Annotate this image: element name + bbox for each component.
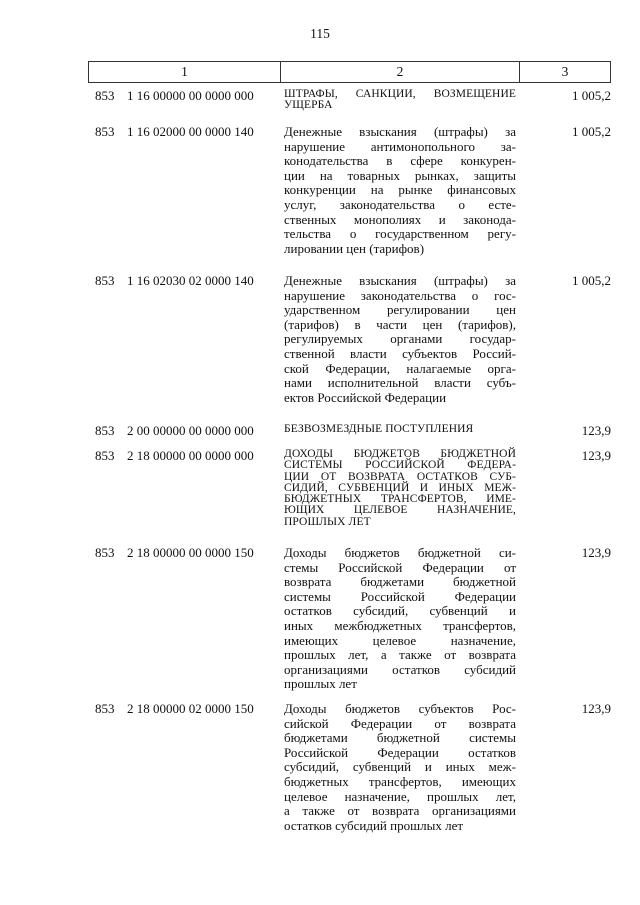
amount-value: 1 005,2 bbox=[572, 88, 611, 103]
administrator-code: 853 bbox=[95, 273, 115, 288]
classification-code: 2 18 00000 02 0000 150 bbox=[127, 701, 254, 716]
description-line: конодательства в сфере конкурен- bbox=[284, 153, 516, 169]
description-line: стемы Российской Федерации от bbox=[284, 559, 516, 575]
description-line: ственной власти субъектов Россий- bbox=[284, 345, 516, 361]
budget-code bbox=[95, 89, 254, 104]
description-line: Доходы бюджетов субъектов Рос- bbox=[284, 701, 516, 716]
classification-code: 1 16 00000 00 0000 000 bbox=[127, 88, 254, 103]
description-line: тельства о государственном регу- bbox=[284, 226, 516, 242]
classification-code: 2 00 00000 00 0000 000 bbox=[127, 423, 254, 438]
income-description bbox=[284, 274, 516, 405]
description-line: лировании цен (тарифов) bbox=[284, 240, 425, 256]
budget-code bbox=[95, 424, 254, 439]
income-description bbox=[284, 89, 516, 112]
description-line: нарушение антимонопольного за- bbox=[284, 138, 516, 154]
amount-value: 123,9 bbox=[581, 545, 611, 560]
description-line: ской Федерации, налагаемые орга- bbox=[284, 360, 516, 376]
page-number: 115 bbox=[310, 26, 330, 41]
description-line: Доходы бюджетов бюджетной си- bbox=[284, 545, 516, 560]
description-line: услуг, законодательства о есте- bbox=[284, 196, 516, 212]
administrator-code: 853 bbox=[95, 448, 115, 463]
description-line: (тарифов) в части цен (тарифов), bbox=[284, 316, 516, 332]
description-line: Денежные взыскания (штрафы) за bbox=[284, 273, 516, 288]
description-line: ектов Российской Федерации bbox=[284, 389, 447, 405]
amount-value: 123,9 bbox=[581, 423, 611, 438]
classification-code: 2 18 00000 00 0000 150 bbox=[127, 545, 254, 560]
description-line: УЩЕРБА bbox=[284, 99, 333, 112]
budget-code bbox=[95, 274, 254, 289]
description-line: ШТРАФЫ, САНКЦИИ, ВОЗМЕЩЕНИЕ bbox=[284, 88, 516, 100]
description-line: организациями остатков субсидий bbox=[284, 661, 516, 677]
description-line: нарушение законодательства о гос- bbox=[284, 287, 516, 303]
description-line: а также от возврата организациями bbox=[284, 803, 516, 819]
amount-value: 1 005,2 bbox=[572, 124, 611, 139]
classification-code: 1 16 02000 00 0000 140 bbox=[127, 124, 254, 139]
income-description bbox=[284, 449, 516, 528]
description-line: ДОХОДЫ БЮДЖЕТОВ БЮДЖЕТНОЙ bbox=[284, 448, 516, 460]
description-line: иных межбюджетных трансфертов, bbox=[284, 617, 516, 633]
description-line: БЮДЖЕТНЫХ ТРАНСФЕРТОВ, ИМЕ- bbox=[284, 493, 516, 506]
administrator-code: 853 bbox=[95, 545, 115, 560]
income-description bbox=[284, 702, 516, 833]
budget-code bbox=[95, 449, 254, 464]
income-description bbox=[284, 546, 516, 692]
column-header-3: 3 bbox=[561, 64, 569, 79]
description-line: сийской Федерации от возврата bbox=[284, 715, 516, 731]
description-line: ПРОШЛЫХ ЛЕТ bbox=[284, 515, 371, 528]
administrator-code: 853 bbox=[95, 124, 115, 139]
description-line: Денежные взыскания (штрафы) за bbox=[284, 124, 516, 139]
description-line: прошлых лет bbox=[284, 676, 357, 692]
description-line: ударственном регулировании цен bbox=[284, 302, 516, 318]
description-line: бюджетных трансфертов, имеющих bbox=[284, 773, 516, 789]
description-line: регулируемых органами государ- bbox=[284, 331, 516, 347]
description-line: остатков субсидий прошлых лет bbox=[284, 817, 464, 833]
description-line: системы Российской Федерации bbox=[284, 588, 516, 604]
description-line: ЮЩИХ ЦЕЛЕВОЕ НАЗНАЧЕНИЕ, bbox=[284, 504, 516, 517]
administrator-code: 853 bbox=[95, 88, 115, 103]
table-header-row bbox=[88, 61, 611, 83]
income-description bbox=[284, 125, 516, 256]
classification-code: 2 18 00000 00 0000 000 bbox=[127, 448, 254, 463]
description-line: ции на товарных рынках, защиты bbox=[284, 167, 516, 183]
amount-value: 1 005,2 bbox=[572, 273, 611, 288]
income-description bbox=[284, 424, 516, 435]
column-header-2: 2 bbox=[281, 62, 520, 82]
administrator-code: 853 bbox=[95, 701, 115, 716]
budget-code bbox=[95, 125, 254, 140]
classification-code: 1 16 02030 02 0000 140 bbox=[127, 273, 254, 288]
description-line: субсидий, субвенций и иных меж- bbox=[284, 759, 516, 775]
description-line: бюджетами бюджетной системы bbox=[284, 730, 516, 746]
description-line: прошлых лет, а также от возврата bbox=[284, 647, 516, 663]
description-line: возврата бюджетами бюджетной bbox=[284, 574, 516, 590]
amount-value: 123,9 bbox=[581, 448, 611, 463]
description-line: конкуренции на рынке финансовых bbox=[284, 182, 516, 198]
budget-code bbox=[95, 546, 254, 561]
description-line: нами исполнительной власти субъ- bbox=[284, 375, 516, 391]
description-line: СИДИЙ, СУБВЕНЦИЙ И ИНЫХ МЕЖ- bbox=[284, 481, 516, 494]
description-line: СИСТЕМЫ РОССИЙСКОЙ ФЕДЕРА- bbox=[284, 459, 516, 472]
description-line: целевое назначение, прошлых лет, bbox=[284, 788, 516, 804]
description-line: ственных монополиях и законода- bbox=[284, 211, 516, 227]
description-line: имеющих целевое назначение, bbox=[284, 632, 516, 648]
description-line: остатков субсидий, субвенций и bbox=[284, 603, 516, 619]
description-line: Российской Федерации остатков bbox=[284, 744, 516, 760]
column-header-1: 1 bbox=[89, 62, 281, 82]
description-line: ЦИИ ОТ ВОЗВРАТА ОСТАТКОВ СУБ- bbox=[284, 470, 516, 483]
amount-value: 123,9 bbox=[581, 701, 611, 716]
administrator-code: 853 bbox=[95, 423, 115, 438]
budget-code bbox=[95, 702, 254, 717]
description-line: БЕЗВОЗМЕЗДНЫЕ ПОСТУПЛЕНИЯ bbox=[284, 423, 474, 435]
